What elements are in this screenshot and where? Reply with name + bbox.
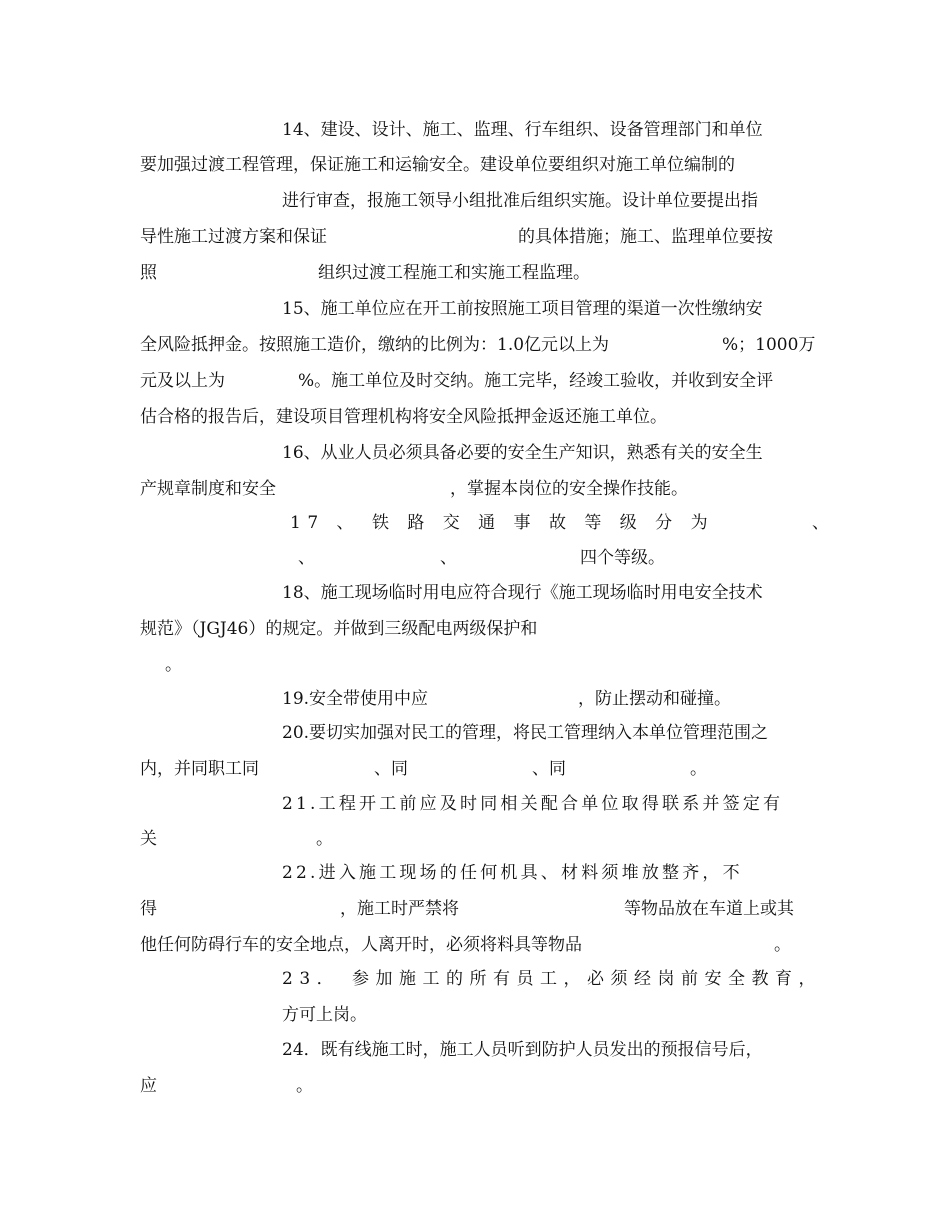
item-23-line-1: 23． 参加施工的所有员工，必须经岗前安全教育， bbox=[282, 969, 823, 989]
item-24-line-2b: 。 bbox=[296, 1076, 313, 1096]
item-18-line-3: 。 bbox=[165, 655, 182, 675]
item-15-line-2b: %；1000万 bbox=[722, 335, 816, 355]
item-21-line-1: 21.工程开工前应及时同相关配合单位取得联系并签定有 bbox=[282, 794, 784, 814]
item-22-line-3a: 他任何防碍行车的安全地点，人离开时，必须将料具等物品 bbox=[140, 935, 582, 955]
item-17-line-2: 四个等级。 bbox=[580, 548, 665, 568]
item-22-line-2a: 得 bbox=[140, 899, 157, 919]
item-16-line-2b: ，掌握本岗位的安全操作技能。 bbox=[450, 479, 688, 499]
item-15-line-3b: %。施工单位及时交纳。施工完毕，经竣工验收，并收到安全评 bbox=[298, 371, 774, 391]
item-19-line-1a: 19.安全带使用中应 bbox=[282, 689, 429, 709]
item-20-line-2c: 、同 bbox=[532, 759, 566, 779]
item-18-line-1: 18、施工现场临时用电应符合现行《施工现场临时用电安全技术 bbox=[282, 583, 763, 603]
item-14-line-2: 要加强过渡工程管理，保证施工和运输安全。建设单位要组织对施工单位编制的 bbox=[140, 155, 735, 175]
item-20-line-2a: 内，并同职工同 bbox=[140, 759, 259, 779]
item-14-line-4a: 导性施工过渡方案和保证 bbox=[140, 227, 327, 247]
item-20-line-2d: 。 bbox=[690, 759, 707, 779]
item-18-line-2: 规范》（JGJ46）的规定。并做到三级配电两级保护和 bbox=[140, 619, 538, 639]
item-19-line-1b: ，防止摆动和碰撞。 bbox=[578, 689, 731, 709]
item-17-sep-2: 、 bbox=[298, 548, 315, 568]
item-24-line-1: 24．既有线施工时，施工人员听到防护人员发出的预报信号后， bbox=[282, 1040, 763, 1060]
item-17-sep-1: 、 bbox=[812, 513, 829, 533]
item-22-line-1: 22.进入施工现场的任何机具、材料须堆放整齐，不 bbox=[282, 863, 743, 883]
item-15-line-2a: 全风险抵押金。按照施工造价，缴纳的比例为：1.0亿元以上为 bbox=[140, 335, 610, 355]
item-14-line-5b: 组织过渡工程施工和实施工程监理。 bbox=[318, 263, 590, 283]
item-21-line-2a: 关 bbox=[140, 829, 157, 849]
item-20-line-1: 20.要切实加强对民工的管理，将民工管理纳入本单位管理范围之 bbox=[282, 723, 769, 743]
item-16-line-2a: 产规章制度和安全 bbox=[140, 479, 276, 499]
item-16-line-1: 16、从业人员必须具备必要的安全生产知识，熟悉有关的安全生 bbox=[282, 443, 763, 463]
item-22-line-2b: ，施工时严禁将 bbox=[340, 899, 459, 919]
item-15-line-1: 15、施工单位应在开工前按照施工项目管理的渠道一次性缴纳安 bbox=[282, 299, 763, 319]
item-15-line-3a: 元及以上为 bbox=[140, 371, 225, 391]
item-21-line-2b: 。 bbox=[316, 829, 333, 849]
item-17-line-1: 17 、 铁 路 交 通 事 故 等 级 分 为 bbox=[290, 513, 715, 533]
item-17-sep-3: 、 bbox=[440, 548, 457, 568]
item-22-line-3b: 。 bbox=[774, 935, 791, 955]
item-22-line-2c: 等物品放在车道上或其 bbox=[624, 899, 794, 919]
item-14-line-5a: 照 bbox=[140, 263, 157, 283]
item-14-line-4b: 的具体措施；施工、监理单位要按 bbox=[518, 227, 773, 247]
item-20-line-2b: 、同 bbox=[374, 759, 408, 779]
item-23-line-2: 方可上岗。 bbox=[282, 1005, 367, 1025]
item-14-line-3: 进行审查，报施工领导小组批准后组织实施。设计单位要提出指 bbox=[282, 191, 758, 211]
item-15-line-4: 估合格的报告后，建设项目管理机构将安全风险抵押金返还施工单位。 bbox=[140, 407, 667, 427]
item-14-line-1: 14、建设、设计、施工、监理、行车组织、设备管理部门和单位 bbox=[282, 120, 763, 140]
item-24-line-2a: 应 bbox=[140, 1076, 157, 1096]
